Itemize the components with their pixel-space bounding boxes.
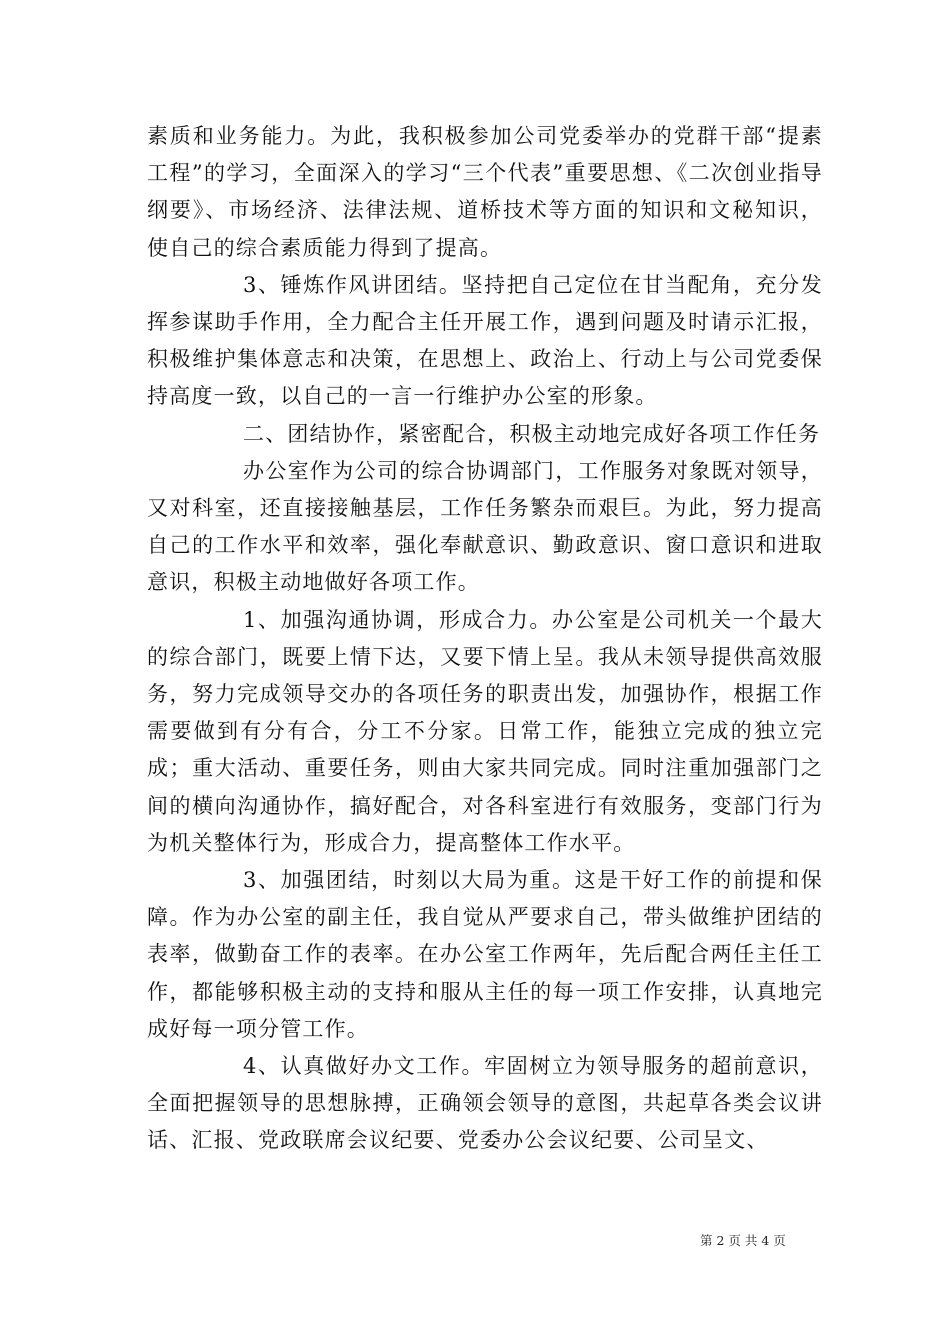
paragraph-item-4-documents: 4、认真做好办文工作。牢固树立为领导服务的超前意识，全面把握领导的思想脉搏，正确领会领导的意图，共起草各类会议讲话、汇报、党政联席会议纪要、党委办公会议纪要、公司呈文、 [147, 1054, 823, 1153]
paragraph-intro-continuation: 素质和业务能力。为此，我积极参加公司党委举办的党群干部“提素工程”的学习，全面深入的学习“三个代表”重要思想、《二次创业指导纲要》、市场经济、法律法规、道桥技术等方面的知识和文秘知识，使自己的综合素质能力得到了提高。 [147, 124, 823, 260]
paragraph-office-overview: 办公室作为公司的综合协调部门，工作服务对象既对领导，又对科室，还直接接触基层，工作任务繁杂而艰巨。为此，努力提高自己的工作水平和效率，强化奉献意识、勤政意识、窗口意识和进取意识，积极主动地做好各项工作。 [147, 458, 823, 595]
document-body [147, 118, 823, 1160]
paragraph-item-1-communication: 1、加强沟通协调，形成合力。办公室是公司机关一个最大的综合部门，既要上情下达，又要下情上呈。我从未领导提供高效服务，努力完成领导交办的各项任务的职责出发，加强协作，根据工作需要做到有分有合，分工不分家。日常工作，能独立完成的独立完成；重大活动、重要任务，则由大家共同完成。同时注重加强部门之间的横向沟通协作，搞好配合，对各科室进行有效服务，变部门行为为机关整体行为，形成合力，提高整体工作水平。 [147, 607, 823, 855]
page-number-footer: 第 2 页 共 4 页 [700, 1233, 786, 1248]
paragraph-item-3-unity: 3、加强团结，时刻以大局为重。这是干好工作的前提和保障。作为办公室的副主任，我自觉从严要求自己，带头做维护团结的表率，做勤奋工作的表率。在办公室工作两年，先后配合两任主任工作，都能够积极主动的支持和服从主任的每一项工作安排，认真地完成好每一项分管工作。 [147, 868, 823, 1041]
section-heading-two: 二、团结协作，紧密配合，积极主动地完成好各项工作任务 [243, 421, 821, 446]
paragraph-item-3-style: 3、锤炼作风讲团结。坚持把自己定位在甘当配角，充分发挥参谋助手作用，全力配合主任开展工作，遇到问题及时请示汇报，积极维护集体意志和决策，在思想上、政治上、行动上与公司党委保持高度一致，以自己的一言一行维护办公室的形象。 [147, 272, 823, 409]
